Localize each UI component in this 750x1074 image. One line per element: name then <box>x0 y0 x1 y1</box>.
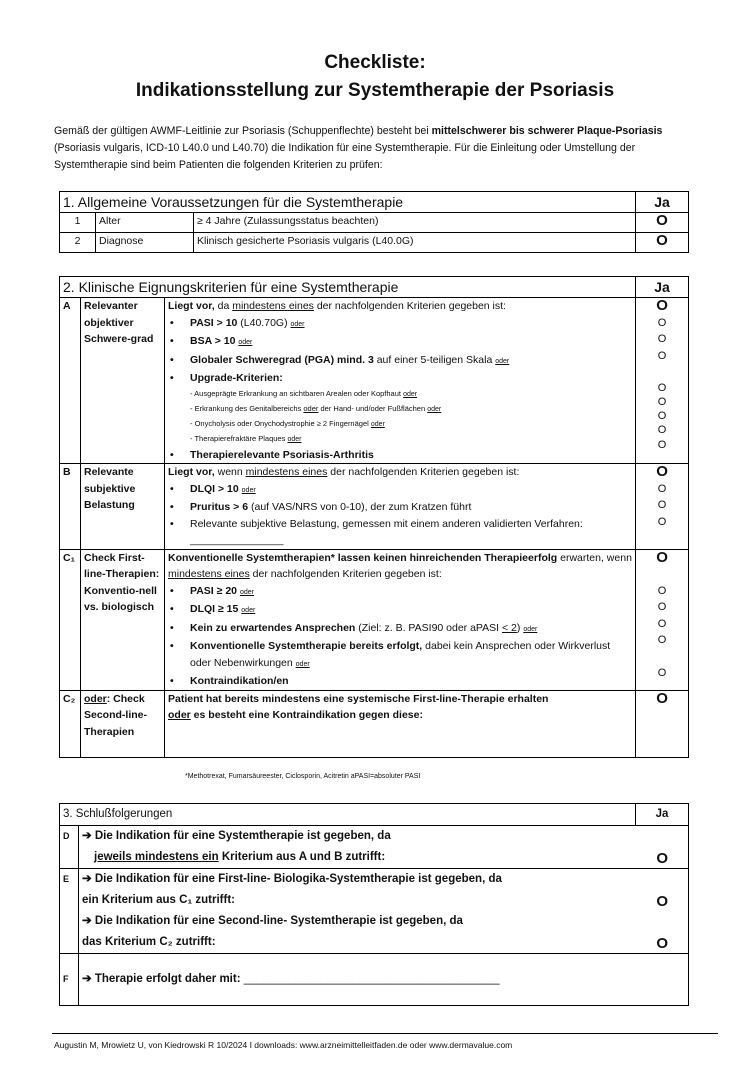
sub-item <box>168 387 632 402</box>
list-item <box>168 315 632 334</box>
checkbox-A4a[interactable]: O <box>657 381 667 394</box>
checkbox-C1-5[interactable]: O <box>657 667 667 679</box>
checkbox-A4b[interactable]: O <box>657 395 667 408</box>
item-text: (auf VAS/NRS von 0-10), der zum Kratzen führt <box>248 501 472 513</box>
intro-text: erwarten, wenn <box>557 551 632 564</box>
conclusion-text: ➔ Die Indikation für eine Systemtherapie ist gegeben, da <box>82 830 391 842</box>
oder-text: oder <box>290 320 305 328</box>
checkbox-A4c[interactable]: O <box>657 409 667 422</box>
intro-bold: Liegt vor, <box>168 300 215 312</box>
conclusion-text: ein Kriterium aus C₁ zutrifft: <box>82 894 235 906</box>
conclusion-text: Kriterium aus A und B zutrifft: <box>218 851 386 863</box>
intro-text-1: Gemäß der gültigen AWMF-Leitlinie zur Psoriasis (Schuppenflechte) besteht bei <box>54 125 432 137</box>
criterion-letter: B <box>60 464 81 550</box>
criterion-B-content <box>165 464 636 550</box>
row-label: Diagnose <box>96 233 194 253</box>
checkbox-column-C2 <box>636 690 689 757</box>
item-bold: Therapierelevante Psoriasis-Arthritis <box>190 448 374 461</box>
intro-bold: Konventionelle Systemtherapien* lassen keinen hinreichenden Therapieerfolg <box>168 551 558 564</box>
item-text: auf einer 5-teiligen Skala <box>373 353 493 366</box>
intro-bold: Liegt vor, <box>168 466 215 478</box>
criterion-letter: F <box>60 954 79 1006</box>
criterion-letter: C₂ <box>60 690 81 757</box>
list-item <box>168 601 632 620</box>
item-bold: PASI > 10 <box>190 316 238 329</box>
oder-text: oder <box>241 486 256 494</box>
item-text: (L40.70G) <box>237 316 288 329</box>
therapy-input-line[interactable]: ________________________________________ <box>243 973 500 985</box>
checkbox-B2[interactable]: O <box>657 499 667 511</box>
checkbox-diagnose[interactable]: O <box>636 233 689 253</box>
checkbox-A1[interactable]: O <box>657 316 667 329</box>
intro-text: der nachfolgenden Kriterien gegeben ist: <box>313 300 506 312</box>
checkbox-D[interactable]: O <box>656 850 669 867</box>
oder-text: oder <box>370 420 385 428</box>
list-item <box>168 333 632 352</box>
criterion-A-content <box>165 298 636 464</box>
intro-paragraph <box>54 123 704 174</box>
intro-text: da <box>214 300 233 312</box>
criterion-letter: D <box>60 826 79 869</box>
conclusion-D <box>79 826 689 869</box>
row-text: ≥ 4 Jahre (Zulassungsstatus beachten) <box>194 213 636 233</box>
intro-text: wenn <box>214 466 246 478</box>
criterion-label <box>81 690 165 757</box>
oder-text: oder <box>523 625 538 633</box>
row-number: 1 <box>60 213 96 233</box>
list-item <box>168 638 632 673</box>
intro-bold: mittelschwerer bis schwerer Plaque-Psoriasis <box>431 125 663 137</box>
item-bold: Kontraindikation/en <box>190 675 289 687</box>
item-text: dabei kein Ansprechen oder Wirkverlust oder Nebenwirkungen <box>190 640 611 669</box>
criterion-label: Relevanter objektiver Schwere-grad <box>81 298 165 464</box>
item-bold: BSA > 10 <box>190 335 236 347</box>
criterion-C1-content <box>165 549 636 690</box>
conclusion-text: das Kriterium C₂ zutrifft: <box>82 936 216 948</box>
spacer <box>639 566 685 583</box>
item-text: ) <box>516 621 521 634</box>
checkbox-E1[interactable]: O <box>656 893 669 910</box>
item-bold: Kein zu erwartendes Ansprechen <box>190 621 356 634</box>
checkbox-B1[interactable]: O <box>657 482 667 495</box>
row-label: Alter <box>96 213 194 233</box>
criterion-label: Relevante subjektive Belastung <box>81 464 165 550</box>
conclusion-underlined: jeweils mindestens ein <box>94 851 219 863</box>
oder-text: oder <box>238 339 253 346</box>
checkbox-C1-4[interactable]: O <box>657 634 667 646</box>
page-title-line1: Checkliste: <box>324 52 426 73</box>
item-bold: Pruritus > 6 <box>190 501 249 513</box>
checkbox-A3[interactable]: O <box>657 349 667 362</box>
label-text: : Check Second-line-Therapien <box>84 692 148 738</box>
checkbox-C2[interactable]: O <box>656 689 668 707</box>
checkbox-C1-2[interactable]: O <box>657 601 667 613</box>
item-text: (Ziel: z. B. PASI90 oder aPASI <box>355 621 502 634</box>
c2-text: es besteht eine Kontraindikation gegen diese: <box>190 709 423 721</box>
intro-underlined: mindestens eines <box>168 568 250 580</box>
list-item <box>168 583 632 602</box>
checkbox-B[interactable]: O <box>656 463 668 480</box>
page-title-line2: Indikationsstellung zur Systemtherapie der Psoriasis <box>135 80 615 101</box>
checkbox-column-B <box>636 464 689 550</box>
section1-title: 1. Allgemeine Voraussetzungen für die Systemtherapie <box>60 192 636 213</box>
list-item <box>168 447 632 464</box>
row-text: Klinisch gesicherte Psoriasis vulgaris (L40.0G) <box>194 233 636 253</box>
list-item <box>168 352 632 371</box>
ja-header: Ja <box>636 277 689 298</box>
checkbox-B3[interactable]: O <box>657 515 667 528</box>
conclusion-text: ➔ Therapie erfolgt daher mit: <box>82 973 241 985</box>
item-bold: DLQI ≥ 15 <box>190 603 239 615</box>
checkbox-A5[interactable]: O <box>657 438 667 451</box>
sub-item <box>168 432 632 447</box>
criterion-letter: A <box>60 298 81 464</box>
item-text: - Onycholysis oder Onychodystrophie ≥ 2 Fingernägel <box>190 418 369 428</box>
oder-text: oder <box>427 405 442 413</box>
row-number: 2 <box>60 233 96 253</box>
item-bold: PASI ≥ 20 <box>190 584 238 597</box>
conclusion-text: ➔ Die Indikation für eine Second-line- Systemtherapie ist gegeben, da <box>82 915 463 927</box>
conclusion-text: ➔ Die Indikation für eine First-line- Biologika-Systemtherapie ist gegeben, da <box>82 873 502 885</box>
intro-underlined: mindestens eines <box>245 466 328 478</box>
checkbox-A2[interactable]: O <box>657 333 667 345</box>
sub-item <box>168 417 632 432</box>
oder-text: oder <box>241 607 256 614</box>
intro-text-2: (Psoriasis vulgaris, ICD-10 L40.0 und L40.70) die Indikation für eine Systemtherapie. Für die Einleitung oder Umstellung der Systemtherapie sind beim Patienten die folgenden Kriterien zu prüfen: <box>54 142 636 171</box>
section2-table <box>59 276 689 758</box>
item-underlined: < 2 <box>502 621 517 634</box>
list-item <box>168 620 632 639</box>
oder-text: oder <box>495 357 510 365</box>
oder-text: oder <box>239 588 254 596</box>
oder-text: oder <box>295 660 310 668</box>
oder-text: oder <box>303 403 319 413</box>
ja-header: Ja <box>636 192 689 213</box>
oder-text: oder <box>403 390 418 398</box>
criterion-letter: E <box>60 869 79 954</box>
list-item <box>168 499 632 516</box>
criterion-letter: C₁ <box>60 549 81 690</box>
checkbox-C1-3[interactable]: O <box>657 617 667 630</box>
item-bold: Upgrade-Kriterien: <box>190 372 283 384</box>
criterion-label: Check First-line-Therapien: Konventio-nell vs. biologisch <box>81 549 165 690</box>
checkbox-column-C1 <box>636 549 689 690</box>
checkbox-alter[interactable]: O <box>636 213 689 233</box>
section2-title: 2. Klinische Eignungskriterien für eine Systemtherapie <box>60 277 636 298</box>
section3-title: 3. Schlußfolgerungen <box>60 804 636 826</box>
label-underlined: oder <box>84 692 107 705</box>
criterion-C2-content <box>165 690 636 757</box>
item-bold: Globaler Schweregrad (PGA) mind. 3 <box>190 353 374 366</box>
sub-item <box>168 402 632 417</box>
c2-underlined: oder <box>168 709 191 721</box>
checkbox-C1[interactable]: O <box>656 548 668 566</box>
oder-text: oder <box>287 435 302 443</box>
item-bold: DLQI > 10 <box>190 482 239 495</box>
footer-divider <box>52 1033 718 1034</box>
item-bold: Konventionelle Systemtherapie bereits erfolgt, <box>190 640 423 652</box>
footer: Augustin M, Mrowietz U, von Kiedrowski R 10/2024 I downloads: www.arzneimittelleitfaden.de oder www.dermavalue.com <box>54 1040 513 1050</box>
ja-header: Ja <box>636 804 689 826</box>
checkbox-column-A <box>636 298 689 464</box>
footnote: *Methotrexat, Fumarsäureester, Ciclosporin, Acitretin aPASI=absoluter PASI <box>185 773 421 780</box>
list-item <box>168 516 632 549</box>
checkbox-A4d[interactable]: O <box>657 423 667 436</box>
item-text: - Ausgeprägte Erkrankung an sichtbaren Arealen oder Kopfhaut <box>190 388 401 398</box>
intro-underlined: mindestens eines <box>232 300 314 312</box>
list-item <box>168 370 632 387</box>
conclusion-F <box>79 954 689 1006</box>
intro-text: der nachfolgenden Kriterien gegeben ist: <box>249 568 442 580</box>
item-text: Relevante subjektive Belastung, gemessen mit einem anderen validierten Verfahren: ________________ <box>190 517 583 546</box>
intro-text: der nachfolgenden Kriterien gegeben ist: <box>327 466 520 478</box>
list-item <box>168 673 632 690</box>
section1-table <box>59 191 689 253</box>
item-text: der Hand- und/oder Fußflächen <box>318 403 426 413</box>
checkbox-E2[interactable]: O <box>656 935 669 952</box>
spacer <box>639 364 685 381</box>
item-text: - Erkrankung des Genitalbereichs <box>190 403 304 413</box>
list-item <box>168 481 632 500</box>
checkbox-A[interactable]: O <box>656 297 668 314</box>
checkbox-C1-1[interactable]: O <box>657 584 667 597</box>
section3-table <box>59 803 689 1006</box>
spacer <box>639 649 685 666</box>
conclusion-E <box>79 869 689 954</box>
c2-text: Patient hat bereits mindestens eine systemische First-line-Therapie erhalten <box>168 692 549 705</box>
item-text: - Therapierefraktäre Plaques <box>190 433 286 443</box>
